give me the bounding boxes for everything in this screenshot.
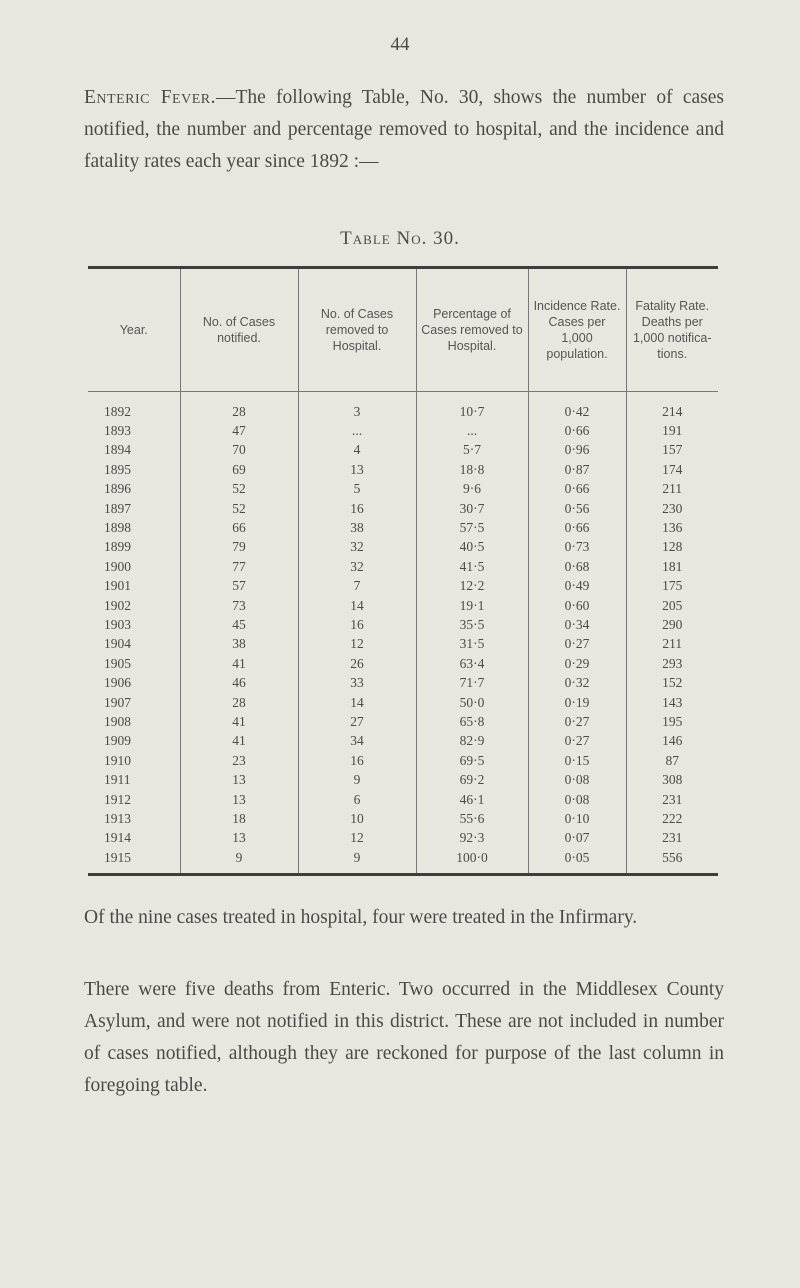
value-cell: 0·60 <box>528 596 626 615</box>
value-cell: 38 <box>298 518 416 537</box>
year-cell: 1899 <box>88 538 180 557</box>
value-cell: 13 <box>180 790 298 809</box>
value-cell: 231 <box>662 830 683 846</box>
value-cell: 55·6 <box>416 809 528 828</box>
value-cell: 3 <box>298 392 416 422</box>
table-row <box>88 557 718 576</box>
value-cell: 47 <box>180 421 298 440</box>
value-cell: 46 <box>180 673 298 692</box>
value-cell: 69·2 <box>416 770 528 789</box>
value-cell: 0·56 <box>528 499 626 518</box>
value-cell: 40·5 <box>416 538 528 557</box>
value-cell: 0·34 <box>528 615 626 634</box>
value-cell: 32 <box>298 557 416 576</box>
value-cell: 70 <box>180 441 298 460</box>
year-cell: 1898 <box>88 518 180 537</box>
paragraph-infirmary: Of the nine cases treated in hospital, four were treated in the Infirmary. <box>84 907 638 928</box>
value-cell: 41 <box>180 654 298 673</box>
value-cell: 28 <box>180 392 298 422</box>
value-cell: 0·27 <box>528 732 626 751</box>
value-cell: 69·5 <box>416 751 528 770</box>
value-cell: 12 <box>298 635 416 654</box>
table-row <box>88 712 718 731</box>
table-row <box>88 421 718 440</box>
value-cell: ... <box>416 421 528 440</box>
table-row <box>88 538 718 557</box>
value-cell: 181 <box>662 558 683 574</box>
value-cell: 41 <box>180 712 298 731</box>
table-row <box>88 751 718 770</box>
value-cell: 7 <box>298 577 416 596</box>
year-cell: 1903 <box>88 615 180 634</box>
value-cell: 14 <box>298 693 416 712</box>
value-cell: 82·9 <box>416 732 528 751</box>
value-cell: 34 <box>298 732 416 751</box>
value-cell: 52 <box>180 499 298 518</box>
value-cell: 46·1 <box>416 790 528 809</box>
column-header: No. of Cases notified. <box>180 269 298 392</box>
value-cell: 231 <box>662 791 683 807</box>
value-cell: 146 <box>662 733 683 749</box>
paragraph-deaths: There were five deaths from Enteric. Two occurred in the Middlesex County Asylum, and were not notified in this district. These are not included in number of cases notified, although they are reckoned for purpose of the last column in foregoing table. <box>84 979 724 1096</box>
table-title: Table No. 30. <box>340 228 460 249</box>
year-cell: 1897 <box>88 499 180 518</box>
value-cell: 41·5 <box>416 557 528 576</box>
value-cell: 152 <box>662 675 683 691</box>
year-cell: 1896 <box>88 480 180 499</box>
year-cell: 1905 <box>88 654 180 673</box>
table-row <box>88 693 718 712</box>
table-row <box>88 596 718 615</box>
value-cell: 5·7 <box>416 441 528 460</box>
value-cell: 57 <box>180 577 298 596</box>
value-cell: 308 <box>662 772 683 788</box>
year-cell: 1892 <box>88 392 180 422</box>
value-cell: 0·27 <box>528 712 626 731</box>
table-row <box>88 809 718 828</box>
table-row <box>88 673 718 692</box>
value-cell: 100·0 <box>416 848 528 873</box>
value-cell: 0·10 <box>528 809 626 828</box>
column-header: Incidence Rate. Cases per 1,000 population. <box>528 269 626 392</box>
table-header-row <box>88 269 718 392</box>
value-cell: 10·7 <box>416 392 528 422</box>
year-cell: 1901 <box>88 577 180 596</box>
value-cell: 19·1 <box>416 596 528 615</box>
value-cell: 9 <box>298 848 416 873</box>
value-cell: 30·7 <box>416 499 528 518</box>
value-cell: 13 <box>180 770 298 789</box>
year-cell: 1912 <box>88 790 180 809</box>
value-cell: 0·66 <box>528 480 626 499</box>
value-cell: 52 <box>180 480 298 499</box>
value-cell: 14 <box>298 596 416 615</box>
value-cell: 10 <box>298 809 416 828</box>
table-row <box>88 615 718 634</box>
value-cell: 16 <box>298 751 416 770</box>
year-cell: 1914 <box>88 829 180 848</box>
value-cell: 6 <box>298 790 416 809</box>
value-cell: 45 <box>180 615 298 634</box>
value-cell: 31·5 <box>416 635 528 654</box>
value-cell: 128 <box>662 539 683 555</box>
value-cell: 4 <box>298 441 416 460</box>
value-cell: 69 <box>180 460 298 479</box>
value-cell: 195 <box>662 713 683 729</box>
year-cell: 1913 <box>88 809 180 828</box>
value-cell: 0·42 <box>528 392 626 422</box>
value-cell: 18 <box>180 809 298 828</box>
value-cell: 214 <box>662 403 683 419</box>
value-cell: 211 <box>662 481 683 497</box>
value-cell: 0·27 <box>528 635 626 654</box>
value-cell: 136 <box>662 520 683 536</box>
table-row <box>88 499 718 518</box>
column-header: Percentage of Cases removed to Hospital. <box>416 269 528 392</box>
table-row <box>88 732 718 751</box>
value-cell: 16 <box>298 499 416 518</box>
value-cell: 5 <box>298 480 416 499</box>
value-cell: 18·8 <box>416 460 528 479</box>
value-cell: 175 <box>662 578 683 594</box>
data-table <box>88 269 718 873</box>
year-cell: 1910 <box>88 751 180 770</box>
value-cell: 65·8 <box>416 712 528 731</box>
year-cell: 1894 <box>88 441 180 460</box>
page-number: 44 <box>390 34 410 55</box>
table-row <box>88 480 718 499</box>
value-cell: 50·0 <box>416 693 528 712</box>
table-row <box>88 790 718 809</box>
value-cell: 143 <box>662 694 683 710</box>
value-cell: 23 <box>180 751 298 770</box>
value-cell: 0·15 <box>528 751 626 770</box>
value-cell: 0·87 <box>528 460 626 479</box>
value-cell: 0·07 <box>528 829 626 848</box>
year-cell: 1893 <box>88 421 180 440</box>
value-cell: 0·32 <box>528 673 626 692</box>
value-cell: 13 <box>298 460 416 479</box>
value-cell: 9 <box>180 848 298 873</box>
value-cell: 230 <box>662 500 683 516</box>
value-cell: 293 <box>662 655 683 671</box>
table-body <box>88 392 718 874</box>
value-cell: 0·73 <box>528 538 626 557</box>
table-row <box>88 441 718 460</box>
value-cell: 0·05 <box>528 848 626 873</box>
table-row <box>88 518 718 537</box>
value-cell: 66 <box>180 518 298 537</box>
section-lead: Enteric Fever. <box>84 87 216 108</box>
value-cell: 205 <box>662 597 683 613</box>
value-cell: 13 <box>180 829 298 848</box>
value-cell: 0·49 <box>528 577 626 596</box>
intro-text: —The following Table, No. 30, shows the number of cases notified, the number and percentage removed to hospital, and the incidence and fatality rates each year since 1892 :— <box>84 87 724 172</box>
intro-paragraph <box>84 82 724 178</box>
value-cell: 0·66 <box>528 421 626 440</box>
table-bottom-rule <box>88 873 718 876</box>
value-cell: 191 <box>662 423 683 439</box>
year-cell: 1908 <box>88 712 180 731</box>
value-cell: 290 <box>662 616 683 632</box>
year-cell: 1902 <box>88 596 180 615</box>
year-cell: 1900 <box>88 557 180 576</box>
value-cell: 77 <box>180 557 298 576</box>
table-row <box>88 654 718 673</box>
value-cell: 222 <box>662 810 683 826</box>
value-cell: 87 <box>665 752 679 768</box>
table-row <box>88 392 718 422</box>
year-cell: 1911 <box>88 770 180 789</box>
enteric-fever-table <box>88 266 718 876</box>
value-cell: 0·08 <box>528 770 626 789</box>
value-cell: 57·5 <box>416 518 528 537</box>
year-cell: 1907 <box>88 693 180 712</box>
value-cell: 79 <box>180 538 298 557</box>
value-cell: 9·6 <box>416 480 528 499</box>
value-cell: ... <box>298 421 416 440</box>
value-cell: 9 <box>298 770 416 789</box>
value-cell: 16 <box>298 615 416 634</box>
value-cell: 63·4 <box>416 654 528 673</box>
year-cell: 1909 <box>88 732 180 751</box>
value-cell: 211 <box>662 636 683 652</box>
column-header: Fatality Rate. Deaths per 1,000 notifica- tions. <box>626 269 718 392</box>
column-header: No. of Cases removed to Hospital. <box>298 269 416 392</box>
value-cell: 33 <box>298 673 416 692</box>
value-cell: 0·96 <box>528 441 626 460</box>
value-cell: 157 <box>662 442 683 458</box>
value-cell: 71·7 <box>416 673 528 692</box>
value-cell: 73 <box>180 596 298 615</box>
value-cell: 32 <box>298 538 416 557</box>
table-row <box>88 770 718 789</box>
table-row <box>88 829 718 848</box>
value-cell: 38 <box>180 635 298 654</box>
value-cell: 41 <box>180 732 298 751</box>
table-row <box>88 577 718 596</box>
year-cell: 1906 <box>88 673 180 692</box>
column-header: Year. <box>88 269 180 392</box>
value-cell: 0·08 <box>528 790 626 809</box>
value-cell: 12 <box>298 829 416 848</box>
year-cell: 1895 <box>88 460 180 479</box>
value-cell: 174 <box>662 461 683 477</box>
value-cell: 27 <box>298 712 416 731</box>
value-cell: 0·19 <box>528 693 626 712</box>
value-cell: 12·2 <box>416 577 528 596</box>
table-row <box>88 460 718 479</box>
value-cell: 0·66 <box>528 518 626 537</box>
year-cell: 1915 <box>88 848 180 873</box>
value-cell: 26 <box>298 654 416 673</box>
value-cell: 28 <box>180 693 298 712</box>
value-cell: 556 <box>662 849 683 865</box>
year-cell: 1904 <box>88 635 180 654</box>
value-cell: 0·29 <box>528 654 626 673</box>
value-cell: 0·68 <box>528 557 626 576</box>
value-cell: 92·3 <box>416 829 528 848</box>
table-row <box>88 635 718 654</box>
value-cell: 35·5 <box>416 615 528 634</box>
table-row <box>88 848 718 873</box>
